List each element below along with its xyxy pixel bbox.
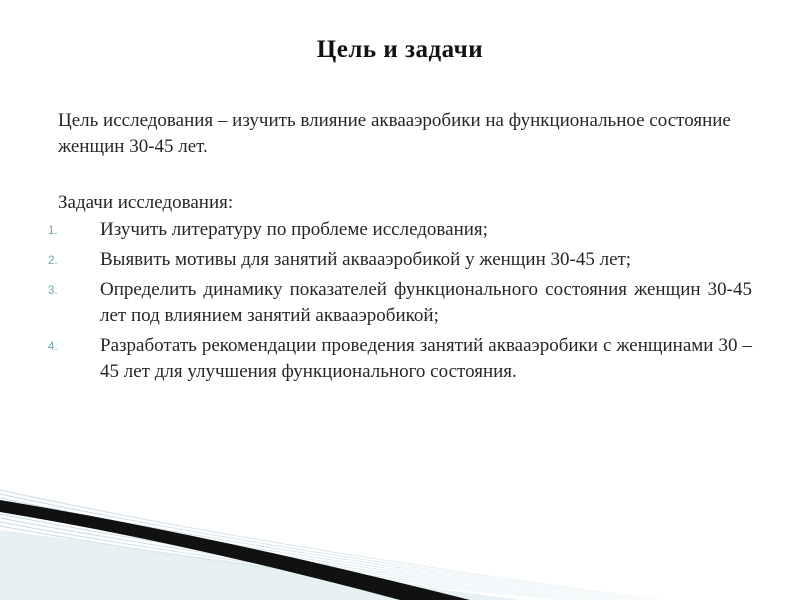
tasks-heading: Задачи исследования:	[58, 192, 234, 213]
list-item	[48, 277, 752, 329]
list-item-text: Определить динамику показателей функционального состояния женщин 30-45 лет под влиянием занятий аквааэробикой;	[100, 279, 752, 326]
list-item-text: Разработать рекомендации проведения занятий аквааэробики с женщинами 30 – 45 лет для улучшения функционального состояния.	[100, 335, 752, 382]
list-item-number: 4.	[48, 341, 58, 353]
research-goal: Цель исследования – изучить влияние аквааэробики на функциональное состояние женщин 30-45 лет.	[58, 110, 731, 157]
slide-title: Цель и задачи	[316, 36, 484, 63]
list-item-number: 1.	[48, 225, 58, 237]
list-item	[48, 217, 752, 243]
light-swoosh-fill	[0, 530, 520, 600]
corner-decoration	[0, 490, 800, 600]
list-item	[48, 247, 752, 273]
list-item	[48, 333, 752, 385]
list-item-text: Изучить литературу по проблеме исследования;	[100, 219, 488, 240]
list-item-number: 2.	[48, 255, 58, 267]
list-item-text: Выявить мотивы для занятий аквааэробикой у женщин 30-45 лет;	[100, 249, 632, 270]
tasks-list	[48, 217, 752, 385]
list-item-number: 3.	[48, 285, 58, 297]
slide-content	[48, 108, 752, 389]
